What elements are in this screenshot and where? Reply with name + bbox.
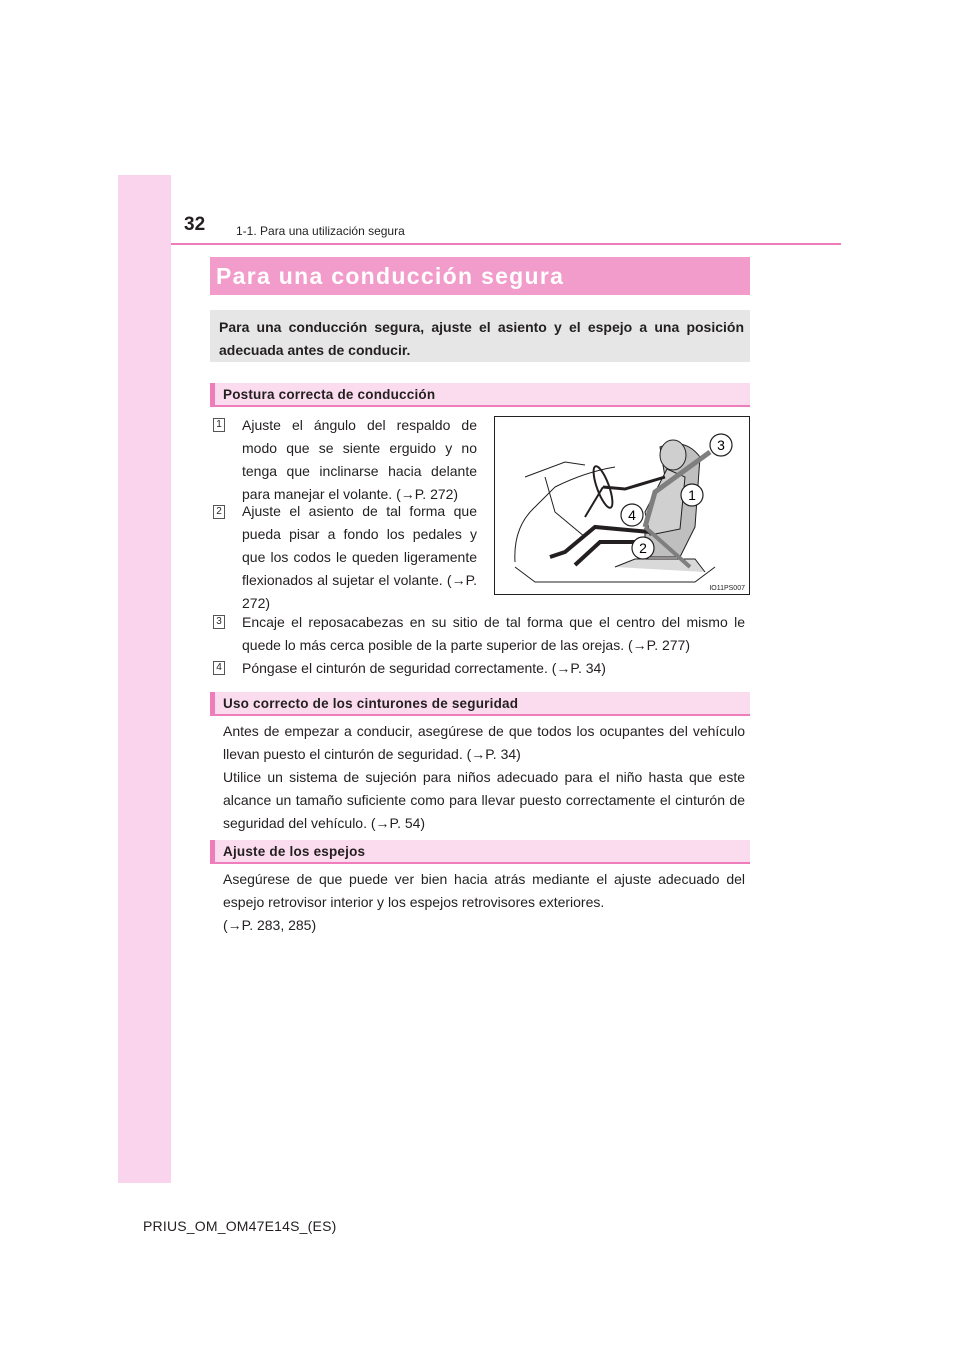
callout-2 [632,537,654,559]
subheading-mirrors-bar [210,840,215,864]
subheading-posture: Postura correcta de conducción [223,387,436,402]
intro-text: Para una conducción segura, ajuste el asiento y el espejo a una posición adecuada antes de conducir. [219,319,744,358]
side-tab-strip [118,175,171,1183]
driving-posture-figure [494,416,750,595]
section-header: 1-1. Para una utilización segura [236,224,405,238]
callout-4-label: 4 [628,507,636,523]
item-number-3: 3 [213,615,225,629]
callout-3-label: 3 [717,437,725,453]
subheading-belts: Uso correcto de los cinturones de seguridad [223,696,519,711]
callout-2-label: 2 [639,540,647,556]
callout-1-label: 1 [688,487,696,503]
footer-code: PRIUS_OM_OM47E14S_(ES) [143,1218,337,1234]
page-title: Para una conducción segura [216,263,565,289]
posture-item-3: Encaje el reposacabezas en su sitio de tal forma que el centro del mismo le quede lo más cerca posible de la parte superior de las orejas. (→P. 277) [242,614,745,653]
mirrors-ref: (→P. 283, 285) [223,917,317,933]
subheading-mirrors: Ajuste de los espejos [223,844,366,859]
driver-seat-illustration [495,417,749,594]
callout-1 [681,484,703,506]
mirrors-text: Asegúrese de que puede ver bien hacia atrás mediante el ajuste adecuado del espejo retrovisor interior y los espejos retrovisores exteriores. [223,871,745,910]
belts-text-1: Antes de empezar a conducir, asegúrese de que todos los ocupantes del vehículo llevan puesto el cinturón de seguridad. (→P. 34) [223,723,745,762]
callout-4 [621,504,643,526]
posture-item-4: Póngase el cinturón de seguridad correctamente. (→P. 34) [242,660,606,676]
subheading-belts-bar [210,692,215,716]
posture-item-1: Ajuste el ángulo del respaldo de modo que se siente erguido y no tenga que inclinarse hacia delante para manejar el volante. (→P. 272) [242,417,477,502]
subheading-posture-bar [210,383,215,407]
belts-text-2: Utilice un sistema de sujeción para niños adecuado para el niño hasta que este alcance un tamaño suficiente como para llevar puesto correctamente el cinturón de seguridad del vehículo. (→P. 54) [223,769,745,831]
item-number-1: 1 [213,418,225,432]
header-rule [171,243,841,245]
callout-3 [710,434,732,456]
figure-code: IO11PS007 [709,585,745,592]
item-number-2: 2 [213,505,225,519]
page-number: 32 [184,214,206,235]
item-number-4: 4 [213,661,225,675]
posture-item-2: Ajuste el asiento de tal forma que pueda pisar a fondo los pedales y que los codos le queden ligeramente flexionados al sujetar el volante. (→P. 272) [242,503,477,611]
